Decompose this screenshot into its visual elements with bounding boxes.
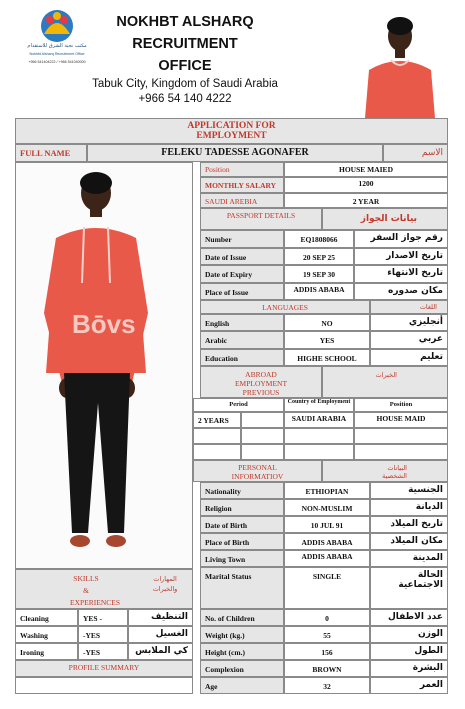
abroad-section-ar: الخبرات	[375, 371, 397, 379]
abroad-section-ar-cell	[322, 366, 448, 398]
candidate-photo	[16, 163, 192, 568]
language-row-2-ar: تعليم	[420, 351, 443, 362]
abroad-col-country-label: Country of Employment	[287, 399, 351, 405]
skill-row-0-ar: التنظيف	[151, 612, 188, 622]
personal-row-1-ar-cell	[370, 499, 448, 516]
personal-row-1-value-cell	[284, 499, 370, 516]
personal-row-3-value: ADDIS ABABA	[301, 538, 353, 547]
abroad-empty-row-2d	[354, 444, 448, 460]
language-row-0-value: NO	[321, 319, 333, 328]
full-name-value: FELEKU TADESSE AGONAFER	[161, 147, 309, 158]
abroad-empty-row-1d	[354, 428, 448, 444]
abroad-position-value: HOUSE MAID	[376, 414, 426, 423]
language-row-0-ar-cell	[370, 314, 448, 331]
abroad-col-position-label: Position	[389, 401, 413, 408]
personal-row-3-ar: مكان الميلاد	[390, 536, 443, 546]
passport-section-title: PASSPORT DETAILS	[226, 211, 296, 220]
language-row-1-ar: عربي	[418, 334, 443, 345]
passport-row-1-value: 20 SEP 25	[302, 252, 336, 262]
personal-row-1-label-cell	[200, 499, 284, 516]
personal-section-ar: البيانات الشخصية	[382, 464, 407, 480]
personal-row-9-label: Complexion	[205, 665, 244, 674]
skill-row-1-value-cell	[78, 626, 128, 643]
personal-row-7-label: Weight (kg.)	[205, 631, 245, 640]
personal-row-10-label: Age	[205, 682, 218, 691]
personal-row-10-ar: العمر	[419, 680, 443, 690]
passport-row-0-ar: رقم جواز السفر	[370, 233, 443, 243]
personal-row-10-value-cell	[284, 677, 370, 694]
passport-row-0-ar-cell	[354, 230, 448, 248]
personal-row-3-label-cell	[200, 533, 284, 550]
personal-row-0-value-cell	[284, 482, 370, 499]
abroad-section-header	[200, 366, 322, 398]
personal-row-8-value: 156	[321, 648, 333, 657]
personal-row-9-value-cell	[284, 660, 370, 677]
skill-row-1-value: -YES	[83, 631, 101, 640]
abroad-empty-row-1b	[241, 428, 284, 444]
logo-text-ar: مكتب نخبة الشرق للاستقدام	[27, 43, 87, 49]
personal-row-5-ar: الحالة الاجتماعية	[398, 570, 443, 590]
passport-section-header	[200, 208, 322, 230]
logo-text-en: Nokhbt Alsharq Recruitment Office	[29, 52, 85, 56]
office-logo	[26, 6, 88, 76]
skill-row-0-label: Cleaning	[20, 614, 49, 623]
personal-row-0-ar-cell	[370, 482, 448, 499]
abroad-col-period-label: Period	[229, 401, 248, 408]
personal-row-2-ar-cell	[370, 516, 448, 533]
contract-value: 2 YEAR	[352, 197, 380, 206]
abroad-country-cell	[284, 412, 354, 428]
abroad-col-period	[193, 398, 284, 412]
personal-row-1-value: NON-MUSLIM	[301, 504, 353, 513]
abroad-empty-row-1a	[193, 428, 241, 444]
language-row-1-value-cell	[284, 331, 370, 348]
position-label-cell	[200, 162, 284, 177]
personal-row-4-label: Living Town	[205, 555, 246, 564]
personal-row-4-value-cell	[284, 550, 370, 567]
personal-row-2-value: 10 JUL 91	[310, 521, 344, 530]
skill-row-2-ar: كي الملابس	[135, 646, 188, 656]
personal-row-7-label-cell	[200, 626, 284, 643]
form-title	[15, 118, 448, 144]
skill-row-2-value-cell	[78, 643, 128, 660]
personal-row-6-value: 0	[325, 614, 329, 623]
candidate-photo-frame	[15, 162, 193, 569]
language-row-0-value-cell	[284, 314, 370, 331]
languages-section-ar: اللغات	[419, 303, 437, 311]
skill-row-0-ar-cell	[128, 609, 193, 626]
skill-row-0-value-cell	[78, 609, 128, 626]
personal-row-3-value-cell	[284, 533, 370, 550]
skills-section-header	[15, 569, 193, 609]
abroad-position-cell	[354, 412, 448, 428]
full-name-label: FULL NAME	[20, 148, 71, 158]
personal-section-header	[193, 460, 322, 482]
passport-row-3-value-cell	[284, 283, 354, 301]
passport-row-1-label-cell	[200, 248, 284, 266]
personal-row-5-value: SINGLE	[312, 572, 342, 581]
profile-summary-label: PROFILE SUMMARY	[68, 663, 140, 672]
office-city: Tabuk City, Kingdom of Saudi Arabia	[92, 78, 278, 90]
abroad-empty-row-2a	[193, 444, 241, 460]
abroad-period-cell	[193, 412, 241, 428]
personal-row-5-label: Marital Status	[205, 572, 252, 581]
skill-row-0-label-cell	[15, 609, 78, 626]
personal-row-6-value-cell	[284, 609, 370, 626]
abroad-period-extra	[241, 412, 284, 428]
passport-row-2-label-cell	[200, 265, 284, 283]
form-title-line2: EMPLOYMENT	[196, 131, 267, 141]
personal-row-4-ar-cell	[370, 550, 448, 567]
passport-row-3-label: Place of Issue	[205, 287, 249, 297]
passport-section-ar-cell	[322, 208, 448, 230]
language-row-1-ar-cell	[370, 331, 448, 348]
country-label: SAUDI AREBIA	[205, 197, 258, 206]
personal-row-8-ar: الطول	[414, 646, 443, 656]
personal-row-10-label-cell	[200, 677, 284, 694]
abroad-empty-row-2b	[241, 444, 284, 460]
skill-row-2-ar-cell	[128, 643, 193, 660]
languages-section-ar-cell	[370, 300, 448, 314]
language-row-2-label: Education	[205, 353, 238, 363]
personal-row-10-value: 32	[323, 682, 331, 691]
personal-row-5-value-cell	[284, 567, 370, 609]
language-row-1-label: Arabic	[205, 336, 228, 346]
passport-row-0-value: EQ1808066	[300, 235, 338, 244]
language-row-1-label-cell	[200, 331, 284, 348]
personal-row-9-label-cell	[200, 660, 284, 677]
abroad-period-value: 2 YEARS	[198, 416, 229, 425]
personal-row-3-label: Place of Birth	[205, 538, 250, 547]
personal-row-6-ar: عدد الاطفال	[387, 612, 443, 622]
language-row-0-label: English	[205, 319, 230, 328]
skills-section-ar: المهارات والخبرات	[152, 575, 178, 593]
languages-section-header	[200, 300, 370, 314]
skill-row-2-label: Ironing	[20, 648, 45, 657]
salary-label: MONTHLY SALARY	[205, 181, 277, 190]
personal-row-7-value: 55	[323, 631, 331, 640]
language-row-2-ar-cell	[370, 349, 448, 366]
personal-row-6-label-cell	[200, 609, 284, 626]
language-row-0-label-cell	[200, 314, 284, 331]
office-name-line2: RECRUITMENT	[132, 36, 238, 52]
personal-row-1-label: Religion	[205, 504, 232, 513]
skill-row-1-ar: الغسيل	[155, 629, 188, 639]
salary-label-cell	[200, 177, 284, 193]
position-value: HOUSE MAIED	[339, 165, 393, 174]
passport-row-2-ar: تاريخ الانتهاء	[387, 268, 443, 278]
full-name-cell	[87, 144, 383, 162]
skill-row-1-label: Washing	[20, 631, 48, 640]
personal-row-2-ar: تاريخ الميلاد	[390, 519, 443, 529]
passport-row-2-value: 19 SEP 30	[302, 270, 336, 279]
passport-row-1-value-cell	[284, 248, 354, 266]
personal-row-0-value: ETHIOPIAN	[305, 487, 349, 496]
personal-row-2-value-cell	[284, 516, 370, 533]
languages-section-title: LANGUAGES	[262, 303, 308, 312]
passport-row-0-value-cell	[284, 230, 354, 248]
personal-row-9-ar-cell	[370, 660, 448, 677]
abroad-section-title: ABROAD EMPLOYMENT PREVIOUS	[234, 370, 288, 397]
abroad-empty-row-1c	[284, 428, 354, 444]
passport-row-0-label-cell	[200, 230, 284, 248]
language-row-2-label-cell	[200, 349, 284, 366]
abroad-country-value: SAUDI ARABIA	[291, 414, 347, 423]
personal-row-10-ar-cell	[370, 677, 448, 694]
skill-row-1-ar-cell	[128, 626, 193, 643]
personal-row-2-label-cell	[200, 516, 284, 533]
personal-row-3-ar-cell	[370, 533, 448, 550]
personal-row-8-value-cell	[284, 643, 370, 660]
abroad-col-position	[354, 398, 448, 412]
salary-value: 1200	[358, 179, 374, 188]
passport-row-2-label: Date of Expiry	[205, 270, 253, 279]
skills-section-title: SKILLS & EXPERIENCES	[70, 574, 121, 607]
personal-row-7-ar: الوزن	[418, 629, 443, 639]
personal-row-8-label-cell	[200, 643, 284, 660]
abroad-col-country	[284, 398, 354, 412]
skill-row-2-label-cell	[15, 643, 78, 660]
profile-summary-header	[15, 660, 193, 677]
personal-row-7-ar-cell	[370, 626, 448, 643]
passport-section-ar: بيانات الجواز	[360, 214, 417, 224]
country-label-cell	[200, 193, 284, 208]
profile-summary-body	[15, 677, 193, 694]
personal-row-0-ar: الجنسية	[408, 485, 443, 495]
passport-row-0-label: Number	[205, 235, 232, 244]
full-name-ar: الاسم	[421, 148, 443, 158]
position-label: Position	[205, 165, 230, 174]
office-name-line3: OFFICE	[158, 58, 212, 74]
passport-row-3-ar-cell	[354, 283, 448, 301]
personal-section-title: PERSONAL INFORMATIOV	[231, 463, 284, 481]
svg-text:Bōvs: Bōvs	[72, 309, 136, 339]
position-value-cell	[284, 162, 448, 177]
full-name-label-cell	[15, 144, 87, 162]
form-title-line1: APPLICATION FOR	[187, 121, 276, 131]
personal-row-4-value: ADDIS ABABA	[301, 552, 353, 561]
passport-row-2-ar-cell	[354, 265, 448, 283]
salary-value-cell	[284, 177, 448, 193]
personal-row-2-label: Date of Birth	[205, 521, 248, 530]
language-row-2-value-cell	[284, 349, 370, 366]
personal-row-4-ar: المدينة	[412, 553, 443, 563]
personal-row-8-label: Height (cm.)	[205, 648, 245, 657]
full-name-ar-cell	[383, 144, 448, 162]
personal-row-1-ar: الديانة	[415, 502, 443, 512]
personal-row-5-ar-cell	[370, 567, 448, 609]
personal-row-6-label: No. of Children	[205, 614, 255, 623]
office-name-line1: NOKHBT ALSHARQ	[116, 14, 254, 30]
passport-row-1-ar-cell	[354, 248, 448, 266]
passport-row-1-label: Date of Issue	[205, 252, 247, 262]
passport-row-3-label-cell	[200, 283, 284, 301]
personal-row-0-label-cell	[200, 482, 284, 499]
passport-row-1-ar: تاريخ الاصدار	[386, 250, 443, 261]
office-phone: +966 54 140 4222	[138, 93, 232, 105]
abroad-empty-row-2c	[284, 444, 354, 460]
contract-value-cell	[284, 193, 448, 208]
personal-row-7-value-cell	[284, 626, 370, 643]
language-row-1-value: YES	[319, 336, 335, 346]
personal-section-ar-cell	[322, 460, 448, 482]
personal-row-0-label: Nationality	[205, 487, 241, 496]
personal-row-6-ar-cell	[370, 609, 448, 626]
personal-row-8-ar-cell	[370, 643, 448, 660]
personal-row-4-label-cell	[200, 550, 284, 567]
logo-phone: +966 541404222 / +966 541040000	[28, 60, 86, 64]
personal-row-9-value: BROWN	[312, 665, 342, 674]
skill-row-0-value: YES -	[83, 614, 102, 623]
passport-row-2-value-cell	[284, 265, 354, 283]
personal-row-5-label-cell	[200, 567, 284, 609]
language-row-0-ar: أنجليزي	[408, 317, 443, 327]
passport-row-3-ar: مكان صدوره	[388, 285, 443, 296]
passport-row-3-value: ADDIS ABABA	[293, 284, 345, 294]
skill-row-2-value: -YES	[83, 648, 101, 657]
skill-row-1-label-cell	[15, 626, 78, 643]
header-portrait	[357, 8, 443, 118]
language-row-2-value: HIGHE SCHOOL	[297, 353, 357, 363]
personal-row-9-ar: البشرة	[412, 663, 443, 673]
